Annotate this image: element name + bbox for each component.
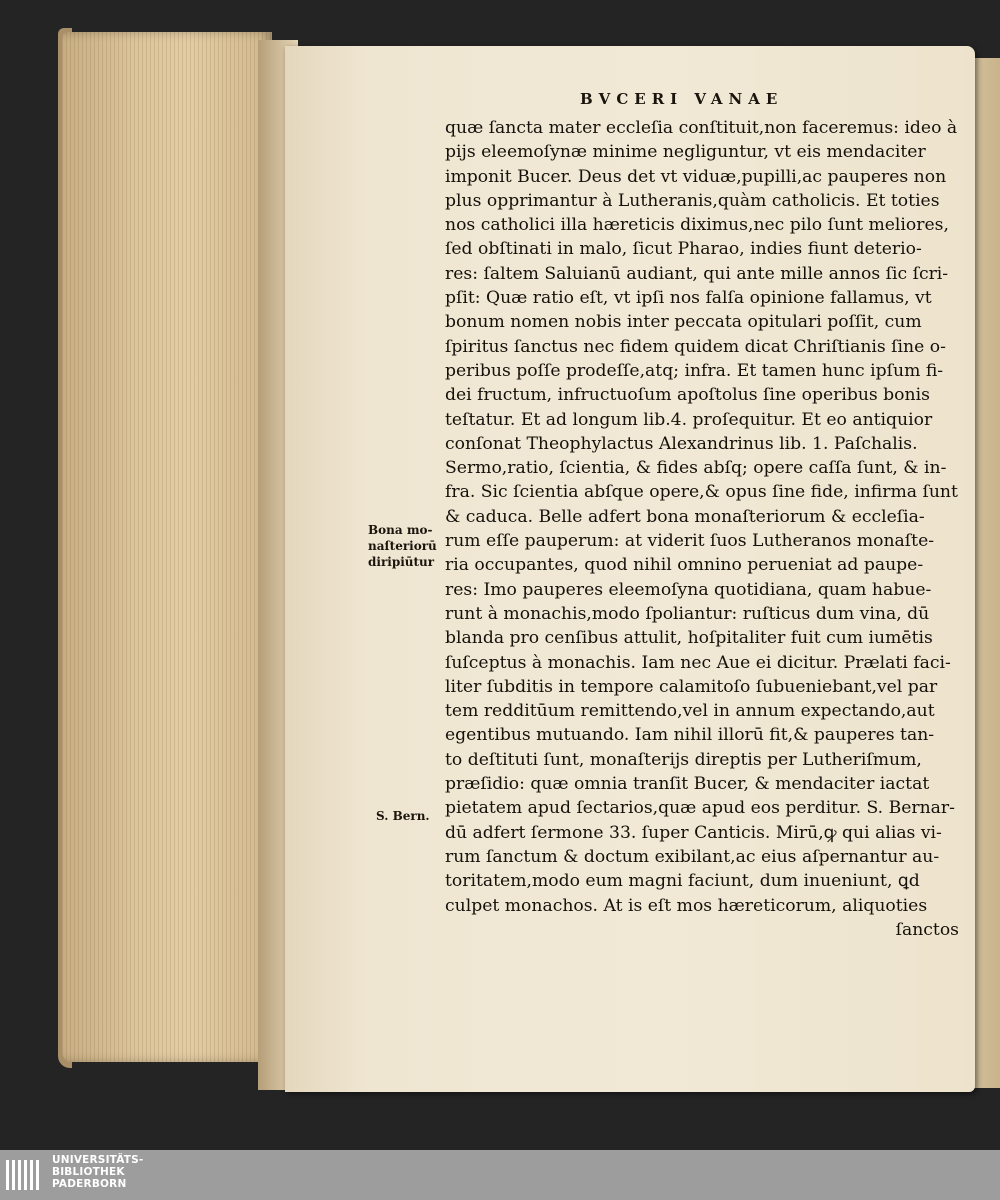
text-line: res: ſaltem Saluianū audiant, qui ante mille annos ſic ſcri- (445, 263, 949, 284)
text-line: blanda pro cenſibus attulit, hoſpitaliter fuit cum iumētis (445, 628, 933, 649)
marginal-note-line: Bona mo- (368, 523, 433, 537)
text-line: tem redditūum remittendo,vel in annum expectando,aut (445, 701, 935, 722)
text-line: ſuſceptus à monachis. Iam nec Aue ei dicitur. Prælati faci- (445, 652, 951, 673)
text-line: pietatem apud ſectarios,quæ apud eos perditur. S. Bernar- (445, 798, 955, 819)
text-line: ſed obſtinati in malo, ſicut Pharao, indies fiunt deterio- (445, 239, 922, 260)
library-name-line: BIBLIOTHEK (52, 1166, 125, 1178)
text-line: nos catholici illa hæreticis diximus,nec pilo ſunt meliores, (445, 215, 949, 236)
text-line: peribus poſſe prodeſſe,atq; infra. Et tamen hunc ipſum fi- (445, 360, 944, 381)
text-line: bonum nomen nobis inter peccata opitulari poſſit, cum (445, 312, 922, 333)
library-name-line: UNIVERSITÄTS- (52, 1154, 144, 1166)
text-line: pijs eleemoſynæ minime negliguntur, vt eis mendaciter (445, 142, 926, 163)
marginal-note-s-bern: S. Bern. (376, 809, 430, 823)
text-line: plus opprimantur à Lutheranis,quàm catholicis. Et toties (445, 190, 940, 211)
text-line: rum eſſe pauperum: at viderit ſuos Lutheranos monaſte- (445, 531, 935, 552)
text-line: ria occupantes, quod nihil omnino perueniat ad paupe- (445, 555, 924, 576)
text-line: liter ſubditis in tempore calamitoſo ſubueniebant,vel par (445, 676, 938, 697)
page-edges (62, 32, 272, 1062)
text-line: runt à monachis,modo ſpoliantur: ruſticus dum vina, dū (445, 603, 930, 624)
text-line: dū adfert ſermone 33. ſuper Canticis. Mirū,ꝙ qui alias vi- (445, 822, 942, 843)
text-line: Sermo,ratio, ſcientia, & fides abſq; opere caſſa ſunt, & in- (445, 458, 947, 479)
text-line: præſidio: quæ omnia tranſit Bucer, & mendaciter iactat (445, 774, 930, 795)
marginal-note-line: diripiūtur (368, 555, 435, 569)
catchword: ſanctos (895, 919, 959, 940)
text-line: pſit: Quæ ratio eſt, vt ipſi nos falſa opinione fallamus, vt (445, 288, 932, 309)
text-line: res: Imo pauperes eleemoſyna quotidiana, quam habue- (445, 579, 932, 600)
text-line: quæ ſancta mater eccleſia conſtituit,non faceremus: ideo à (445, 118, 958, 138)
library-name-line: PADERBORN (52, 1178, 127, 1190)
text-line: culpet monachos. At is eſt mos hæreticorum, aliquoties (445, 895, 928, 916)
library-logo-icon (4, 1158, 44, 1192)
text-line: to deſtituti ſunt, monaſterijs direptis per Lutheriſmum, (445, 749, 922, 770)
library-footer-bar (0, 1150, 1000, 1200)
text-line: conſonat Theophylactus Alexandrinus lib. 1. Paſchalis. (445, 433, 918, 454)
marginal-note-line: naſteriorū (368, 539, 437, 553)
marginal-note-bona-monasteriorum (368, 522, 448, 570)
text-line: ſpiritus ſanctus nec fidem quidem dicat Chriſtianis ſine o- (445, 336, 946, 357)
page-body-text (445, 116, 965, 942)
running-head: BVCERI VANAE (580, 90, 784, 108)
text-line: imponit Bucer. Deus det vt viduæ,pupilli,ac pauperes non (445, 166, 947, 187)
text-line: dei fructum, infructuoſum apoſtolus ſine operibus bonis (445, 385, 930, 406)
text-line: egentibus mutuando. Iam nihil illorū fit,& pauperes tan- (445, 725, 935, 746)
text-line: fra. Sic ſcientia abſque opere,& opus ſine fide, infirma ſunt (445, 482, 958, 503)
text-line: rum ſanctum & doctum exibilant,ac eius aſpernantur au- (445, 846, 940, 867)
text-line: & caduca. Belle adfert bona monaſteriorum & eccleſia- (445, 506, 925, 527)
text-line: teſtatur. Et ad longum lib.4. proſequitur. Et eo antiquior (445, 409, 933, 430)
library-name (52, 1154, 143, 1190)
text-line: toritatem,modo eum magni faciunt, dum inueniunt, ꝗd (445, 871, 920, 892)
